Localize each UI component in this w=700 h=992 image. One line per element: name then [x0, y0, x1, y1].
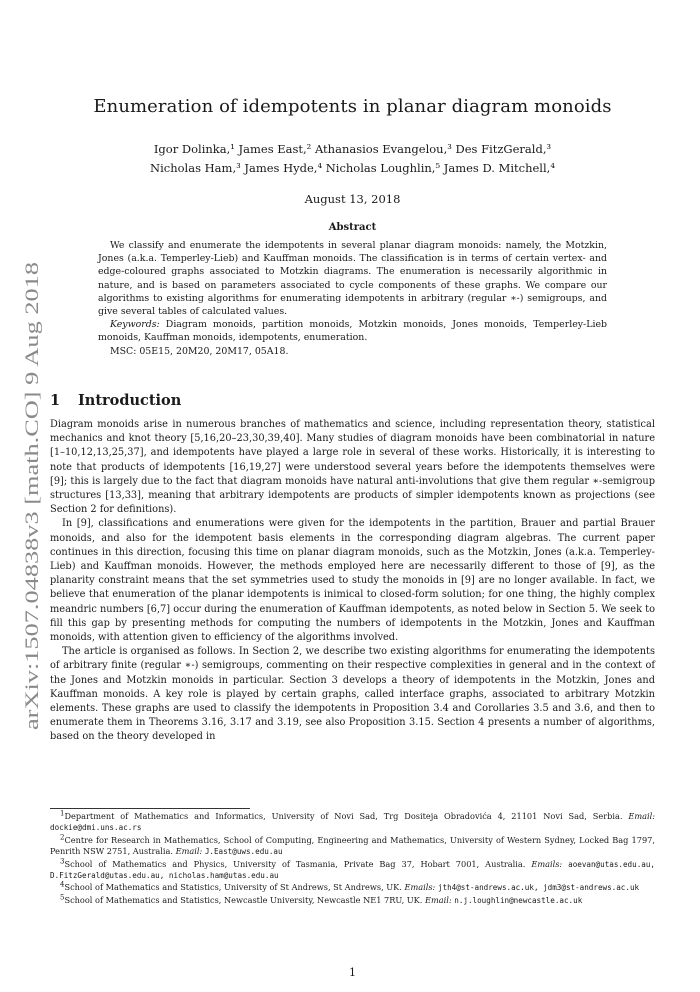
footnote: $^4$School of Mathematics and Statistics, University of St Andrews, St Andrews, UK. Emails: jth4@st-andrews.ac.uk, jdm3@st-andrews.ac.uk	[60, 880, 640, 893]
authors-line-1: Igor Dolinka,¹ James East,² Athanasios Evangelou,³ Des FitzGerald,³	[153, 142, 552, 156]
footnote-rule	[50, 808, 250, 809]
email-link[interactable]: aoevan@utas.edu.au, D.FitzGerald@utas.edu.au, nicholas.ham@utas.edu.au	[50, 859, 655, 881]
arxiv-stamp-text: arXiv:1507.04838v3 [math.CO] 9 Aug 2018	[22, 392, 43, 730]
paper-date: August 13, 2018	[304, 192, 401, 206]
keywords	[98, 318, 607, 344]
keywords-text: Diagram monoids, partition monoids, Motzkin monoids, Jones monoids, Temperley-Lieb monoids, Kauffman monoids, idempotents, enumeration.	[98, 319, 607, 344]
authors-line-2: Nicholas Ham,³ James Hyde,⁴ Nicholas Loughlin,⁵ James D. Mitchell,⁴	[150, 161, 555, 175]
author-list	[50, 140, 655, 178]
paragraph-2: In [9], classifications and enumerations were given for the idempotents in the partition, Brauer and partial Brauer monoids, and also for the idempotent basis elements in the corresponding diagram algebras. The current paper continues in this direction, focusing this time on planar diagram monoids, such as the Motzkin, Jones (a.k.a. Temperley-Lieb) and Kauffman monoids. However, the methods employed here are necessarily different to those of [9], as the planarity constraint means that the set symmetries used to study the monoids in [9] are no longer available. In fact, we believe that enumeration of the planar idempotents is inimical to closed-form solution; for one thing, the highly complex meandric numbers [6,7] occur during the enumeration of Kauffman idempotents, as noted below in Section 5. We seek to fill this gap by presenting methods for computing the numbers of idempotents in the Motzkin, Jones and Kauffman monoids, with attention given to efficiency of the algorithms involved.	[50, 518, 655, 644]
email-link[interactable]: jth4@st-andrews.ac.uk, jdm3@st-andrews.ac.uk	[437, 883, 640, 893]
section-heading	[50, 392, 181, 409]
email-link[interactable]: n.j.loughlin@newcastle.ac.uk	[454, 895, 583, 905]
keywords-label: Keywords:	[110, 319, 160, 331]
footnote: $^1$Department of Mathematics and Informatics, University of Novi Sad, Trg Dositeja Obradovića 4, 21101 Novi Sad, Serbia. Email: dockie@dmi.uns.ac.rs	[50, 809, 655, 833]
paragraph-1: Diagram monoids arise in numerous branches of mathematics and science, including representation theory, statistical mechanics and knot theory [5,16,20–23,30,39,40]. Many studies of diagram monoids have been combinatorial in nature [1–10,12,13,25,37], and idempotents have played a large role in several of these works. Historically, it is interesting to note that products of idempotents [16,19,27] were understood several years before the idempotents themselves were [9]; this is largely due to the fact that diagram monoids have natural anti-involutions that give them regular ∗-semigroup structures [13,33], meaning that arbitrary idempotents are products of simpler idempotents known as projections (see Section 2 for definitions).	[50, 419, 655, 516]
paper-title: Enumeration of idempotents in planar diagram monoids	[93, 96, 612, 117]
footnote: $^2$Centre for Research in Mathematics, School of Computing, Engineering and Mathematics, University of Western Sydney, Locked Bag 1797, Penrith NSW 2751, Australia. Email: J.East@uws.edu.au	[50, 833, 655, 857]
page-number: 1	[349, 966, 356, 979]
abstract-text: We classify and enumerate the idempotents in several planar diagram monoids: namely, the Motzkin, Jones (a.k.a. Temperley-Lieb) and Kauffman monoids. The classification is in terms of certain vertex- and edge-coloured graphs associated to Motzkin diagrams. The enumeration is necessarily algorithmic in nature, and is based on parameters associated to cycle components of these graphs. We compare our algorithms to existing algorithms for enumerating idempotents in arbitrary (regular ∗-) semigroups, and give several tables of calculated values.	[98, 240, 607, 318]
email-link[interactable]: dockie@dmi.uns.ac.rs	[50, 823, 142, 833]
abstract	[98, 239, 607, 358]
section-title: Introduction	[78, 392, 182, 409]
arxiv-stamp	[20, 260, 44, 730]
email-link[interactable]: J.East@uws.edu.au	[204, 847, 283, 857]
footnote: $^3$School of Mathematics and Physics, University of Tasmania, Private Bag 37, Hobart 7001, Australia. Emails: aoevan@utas.edu.au, D.FitzGerald@utas.edu.au, nicholas.ham@utas.edu.au	[50, 856, 655, 881]
footnotes	[50, 811, 655, 907]
paragraph-3: The article is organised as follows. In Section 2, we describe two existing algorithms for enumerating the idempotents of arbitrary finite (regular ∗-) semigroups, commenting on their respective complexities in general and in the context of the Jones and Motzkin monoids in particular. Section 3 develops a theory of idempotents in the Motzkin, Jones and Kauffman monoids. A key role is played by certain graphs, called interface graphs, associated to arbitrary Motzkin elements. These graphs are used to classify the idempotents in Proposition 3.4 and Corollaries 3.5 and 3.6, and then to enumerate them in Theorems 3.16, 3.17 and 3.19, see also Proposition 3.15. Section 4 presents a number of algorithms, based on the theory developed in	[50, 646, 655, 743]
abstract-heading: Abstract	[328, 222, 377, 233]
msc-codes: MSC: 05E15, 20M20, 20M17, 05A18.	[110, 345, 289, 357]
section-number: 1	[50, 392, 61, 409]
introduction-body	[50, 418, 655, 745]
footnote: $^5$School of Mathematics and Statistics, Newcastle University, Newcastle NE1 7RU, UK. Email: n.j.loughlin@newcastle.ac.uk	[60, 893, 583, 905]
